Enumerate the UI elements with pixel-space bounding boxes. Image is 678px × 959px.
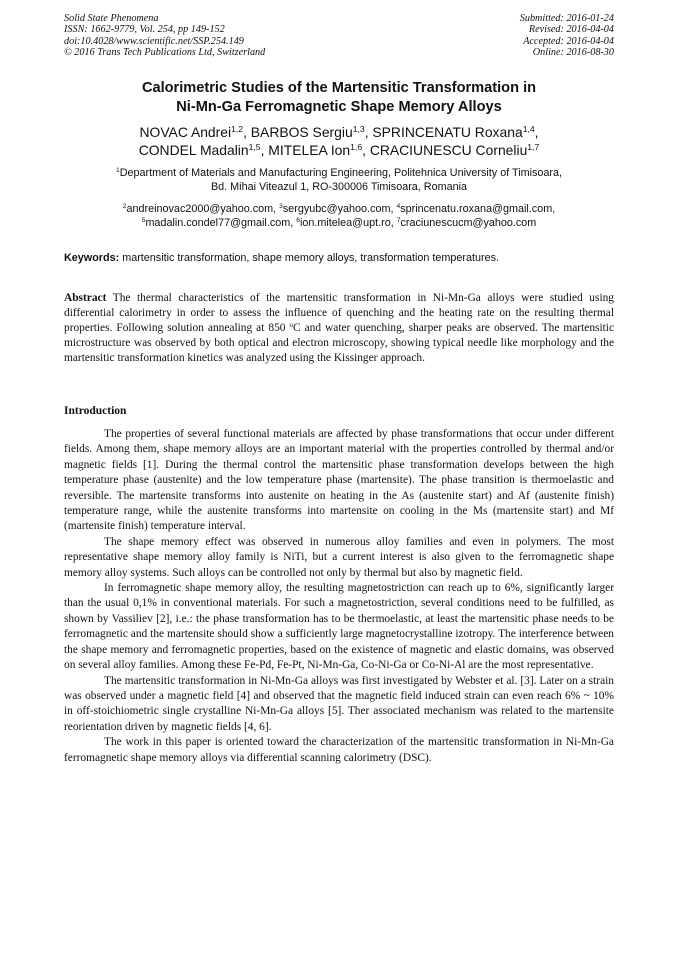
email-address[interactable]: sergyubc@yahoo.com [282, 203, 391, 215]
author-sup: 1,3 [352, 124, 365, 135]
journal-info [64, 13, 265, 59]
intro-paragraph: The shape memory effect was observed in numerous alloy families and even in polymers. The most representative shape memory alloy family is NiTi, but a current interest is also given to the ferromagnetic shape memory alloy systems. Such alloys can be controlled not only by thermal but also by magnetic field. [64, 535, 614, 579]
email-sup: 3 [279, 203, 283, 211]
abstract [64, 291, 614, 366]
journal-name: Solid State Phenomena [64, 13, 159, 24]
intro-paragraph: The work in this paper is oriented toward the characterization of the martensitic transformation in Ni-Mn-Ga ferromagnetic shape memory alloys via differential scanning calorimetry (DSC). [64, 736, 614, 764]
author-sup: 1,5 [248, 141, 261, 152]
paper-title [40, 79, 638, 117]
abstract-label: Abstract [64, 292, 107, 304]
email-list: $^2$andreinovac2000@yahoo.com, $^3$sergyubc@yahoo.com, $^4$sprincenatu.roxana@gmail.com, $^5$madalin.condel77@gmail.com, $^6$ion.mitelea@upt.ro, $^7$craciunescucm@yahoo.com [122, 203, 556, 229]
email-address[interactable]: sprincenatu.roxana@gmail.com [400, 203, 553, 215]
affiliation-sup: 1 [115, 167, 120, 175]
affiliation [40, 166, 638, 194]
date-revised: Revised: 2016-04-04 [528, 24, 614, 36]
author-name: SPRINCENATU Roxana [372, 124, 523, 140]
abstract-text-1: The thermal characteristics of the martensitic transformation in Ni-Mn-Ga alloys were studied using differential calorimetry in order to assess the influence of quenching and the heating rate on the resulting thermal properties. Following solution annealing at 850 [64, 292, 614, 335]
intro-paragraph: The properties of several functional materials are affected by phase transformations that occur under different fields. Among them, shape memory alloys are an important material with the properties controlled by thermal and/or magnetic fields [1]. During the thermal control the martensitic phase transformation develops between the high temperature phase (austenite) and the low temperature phase (martensite). The phase transition is thermoelastic and reversible. The martensite transforms into austenite on heating in the As (austenite start) and Af (austenite finish) temperature range, while the austenite transforms into martensite on cooling in the Ms (martensite start) and Mf (martensite finish) temperature interval. [64, 428, 614, 533]
date-online: Online: 2016-08-30 [532, 47, 614, 59]
author-sup: 1,2 [231, 124, 244, 135]
keywords-label: Keywords: [64, 252, 120, 264]
email-sup: 6 [296, 217, 300, 225]
author-name: NOVAC Andrei [139, 124, 232, 140]
intro-paragraph: The martensitic transformation in Ni-Mn-Ga alloys was first investigated by Webster et al. [3]. Later on a strain was observed under a magnetic field [4] and observed that the magnetic field induced strain can even reach 6% ~ 10% in off-stoichiometric single crystalline Ni-Mn-Ga alloys [5]. Ther associated mechanism was related to the martensite reorientation driven by magnetic fields [4, 6]. [64, 674, 614, 733]
date-submitted: Submitted: 2016-01-24 [519, 13, 614, 24]
degree-sup: o [289, 321, 294, 330]
section-heading-introduction: Introduction [64, 405, 127, 417]
author-sup: 1,4 [522, 124, 535, 135]
email-sup: 5 [141, 217, 146, 225]
journal-copyright: © 2016 Trans Tech Publications Ltd, Switzerland [64, 47, 266, 59]
email-sup: 2 [122, 203, 127, 211]
email-address[interactable]: ion.mitelea@upt.ro [299, 217, 391, 229]
author-name: BARBOS Sergiu [250, 124, 353, 140]
abstract-text-2: C and water quenching, sharper peaks are observed. The martensitic microstructure was observed by both optical and electron microscopy, showing typical needle like morphology and the martensitic transformation kinetics was analyzed using the Kissinger approach. [64, 322, 615, 365]
journal-doi: doi:10.4028/www.scientific.net/SSP.254.149 [64, 35, 244, 47]
submission-dates [520, 13, 614, 59]
journal-issn: ISSN: 1662-9779, Vol. 254, pp 149-152 [64, 24, 225, 36]
email-address[interactable]: craciunescucm@yahoo.com [400, 217, 537, 229]
author-sup: 1,6 [350, 141, 363, 152]
affiliation-line-2: Bd. Mihai Viteazul 1, RO-300006 Timisoara, Romania [210, 181, 468, 193]
author-name: MITELEA Ion [268, 141, 351, 158]
email-sup: 4 [396, 203, 401, 211]
author-name: CONDEL Madalin [138, 141, 249, 158]
affiliation-line-1: Department of Materials and Manufacturing Engineering, Politehnica University of Timisoara, [119, 167, 563, 179]
title-line-2: Ni-Mn-Ga Ferromagnetic Shape Memory Alloys [176, 99, 502, 115]
date-accepted: Accepted: 2016-04-04 [523, 35, 614, 47]
introduction-body [64, 427, 614, 766]
author-sup: 1,7 [527, 141, 540, 152]
intro-paragraph: In ferromagnetic shape memory alloy, the resulting magnetostriction can reach up to 6%, significantly larger than the usual 0,1% in conventional materials. For such a magnetostriction, several conditions need to be fulfilled, as shown by Vassiliev [2], i.e.: the phase transformation has to be thermoelastic, at least the martensitic phase needs to be ferromagnetic and the martensite should show a sufficiently large magnetocrystalline izotropy. The interference between the shape memory and ferromagnetic properties, based on the existence of magnetic and elastic domains, was observed on several alloy families. Among these Fe-Pd, Fe-Pt, Ni-Mn-Ga, Co-Ni-Ga or Co-Ni-Al are the most representative. [64, 582, 614, 672]
email-address[interactable]: andreinovac2000@yahoo.com [126, 203, 274, 215]
author-name: CRACIUNESCU Corneliu [369, 141, 528, 158]
author-list: NOVAC Andrei$^{1,2}$, BARBOS Sergiu$^{1,3}$, SPRINCENATU Roxana$^{1,4}$, CONDEL Madalin$^{1,5}$, MITELEA Ion$^{1,6}$, CRACIUNESCU Corneliu$^{1,7}$ [138, 124, 540, 158]
keywords [64, 251, 614, 265]
email-address[interactable]: madalin.condel77@gmail.com [145, 217, 291, 229]
email-sup: 7 [396, 217, 401, 225]
title-line-1: Calorimetric Studies of the Martensitic Transformation in [141, 80, 537, 96]
keywords-text: martensitic transformation, shape memory alloys, transformation temperatures. [122, 252, 500, 264]
